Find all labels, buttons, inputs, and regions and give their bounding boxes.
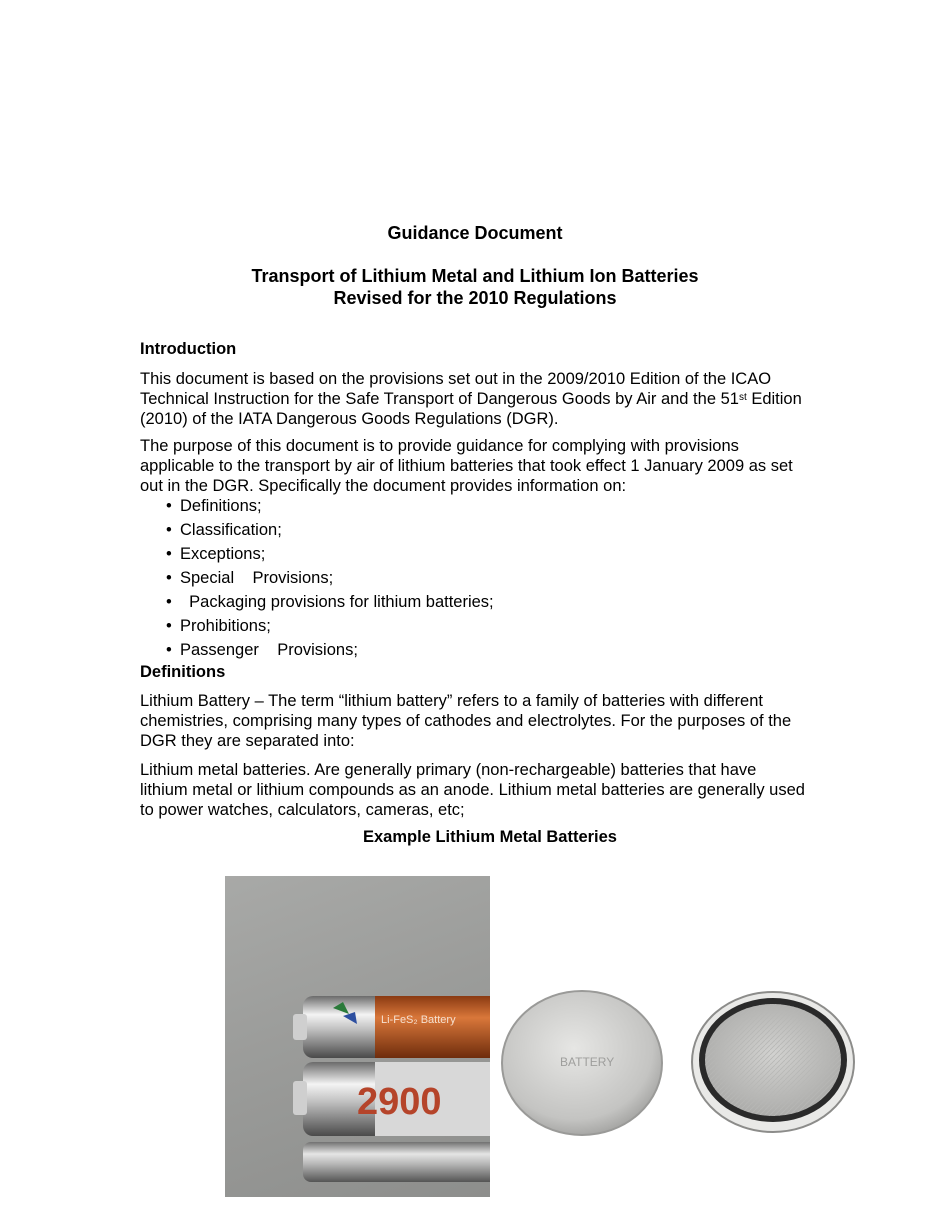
cylindrical-cells-photo bbox=[225, 876, 490, 1197]
definitions-heading: Definitions bbox=[140, 663, 226, 681]
list-item: • Packaging provisions for lithium batteries; bbox=[166, 593, 494, 611]
introduction-paragraph-1 bbox=[140, 369, 805, 429]
introduction-heading: Introduction bbox=[140, 340, 237, 358]
list-item: • Passenger Provisions; bbox=[166, 641, 358, 659]
coin-cell-back-photo bbox=[690, 990, 856, 1134]
introduction-paragraph-2: The purpose of this document is to provide guidance for complying with provisions applicable to the transport by air of lithium batteries that took effect 1 January 2009 as set out in the DGR. Specifically the document provides information on: bbox=[140, 437, 793, 495]
list-item: • Special Provisions; bbox=[166, 569, 334, 587]
definitions-paragraph-1: Lithium Battery – The term “lithium battery” refers to a family of batteries with different chemistries, comprising many types of cathodes and electrolytes. For the purposes of the DGR they are separated into: bbox=[140, 692, 792, 750]
cell-capacity: 2900 bbox=[357, 1081, 442, 1123]
list-item: • Classification; bbox=[166, 521, 282, 539]
document-type-heading: Guidance Document bbox=[387, 223, 563, 243]
coin-label: BATTERY bbox=[560, 1055, 615, 1069]
cell-label: Li-FeS₂ Battery bbox=[381, 1014, 456, 1026]
definitions-paragraph-2: Lithium metal batteries. Are generally primary (non-rechargeable) batteries that have lithium metal or lithium compounds as an anode. Lithium metal batteries are generally used to power watches, calculators, cameras, etc; bbox=[140, 761, 805, 819]
list-item: • Exceptions; bbox=[166, 545, 266, 563]
cylindrical-cells-illustration bbox=[225, 876, 490, 1197]
intro-para1-superscript: st bbox=[738, 392, 747, 403]
figure-caption: Example Lithium Metal Batteries bbox=[363, 828, 617, 846]
intro-para1-text-end: Edition (2010) of the IATA Dangerous Goods Regulations (DGR). bbox=[140, 390, 802, 428]
document-title-line-1: Transport of Lithium Metal and Lithium Ion Batteries bbox=[251, 266, 699, 286]
document-title-line-2: Revised for the 2010 Regulations bbox=[333, 288, 617, 308]
coin-cell-front-photo bbox=[500, 988, 664, 1138]
list-item: • Definitions; bbox=[166, 497, 262, 515]
intro-para1-text: This document is based on the provisions set out in the 2009/2010 Edition of the ICAO Technical Instruction for the Safe Transport of Dangerous Goods by Air and the 51 bbox=[140, 370, 772, 408]
topics-bullet-list bbox=[166, 496, 494, 664]
list-item: • Prohibitions; bbox=[166, 617, 271, 635]
